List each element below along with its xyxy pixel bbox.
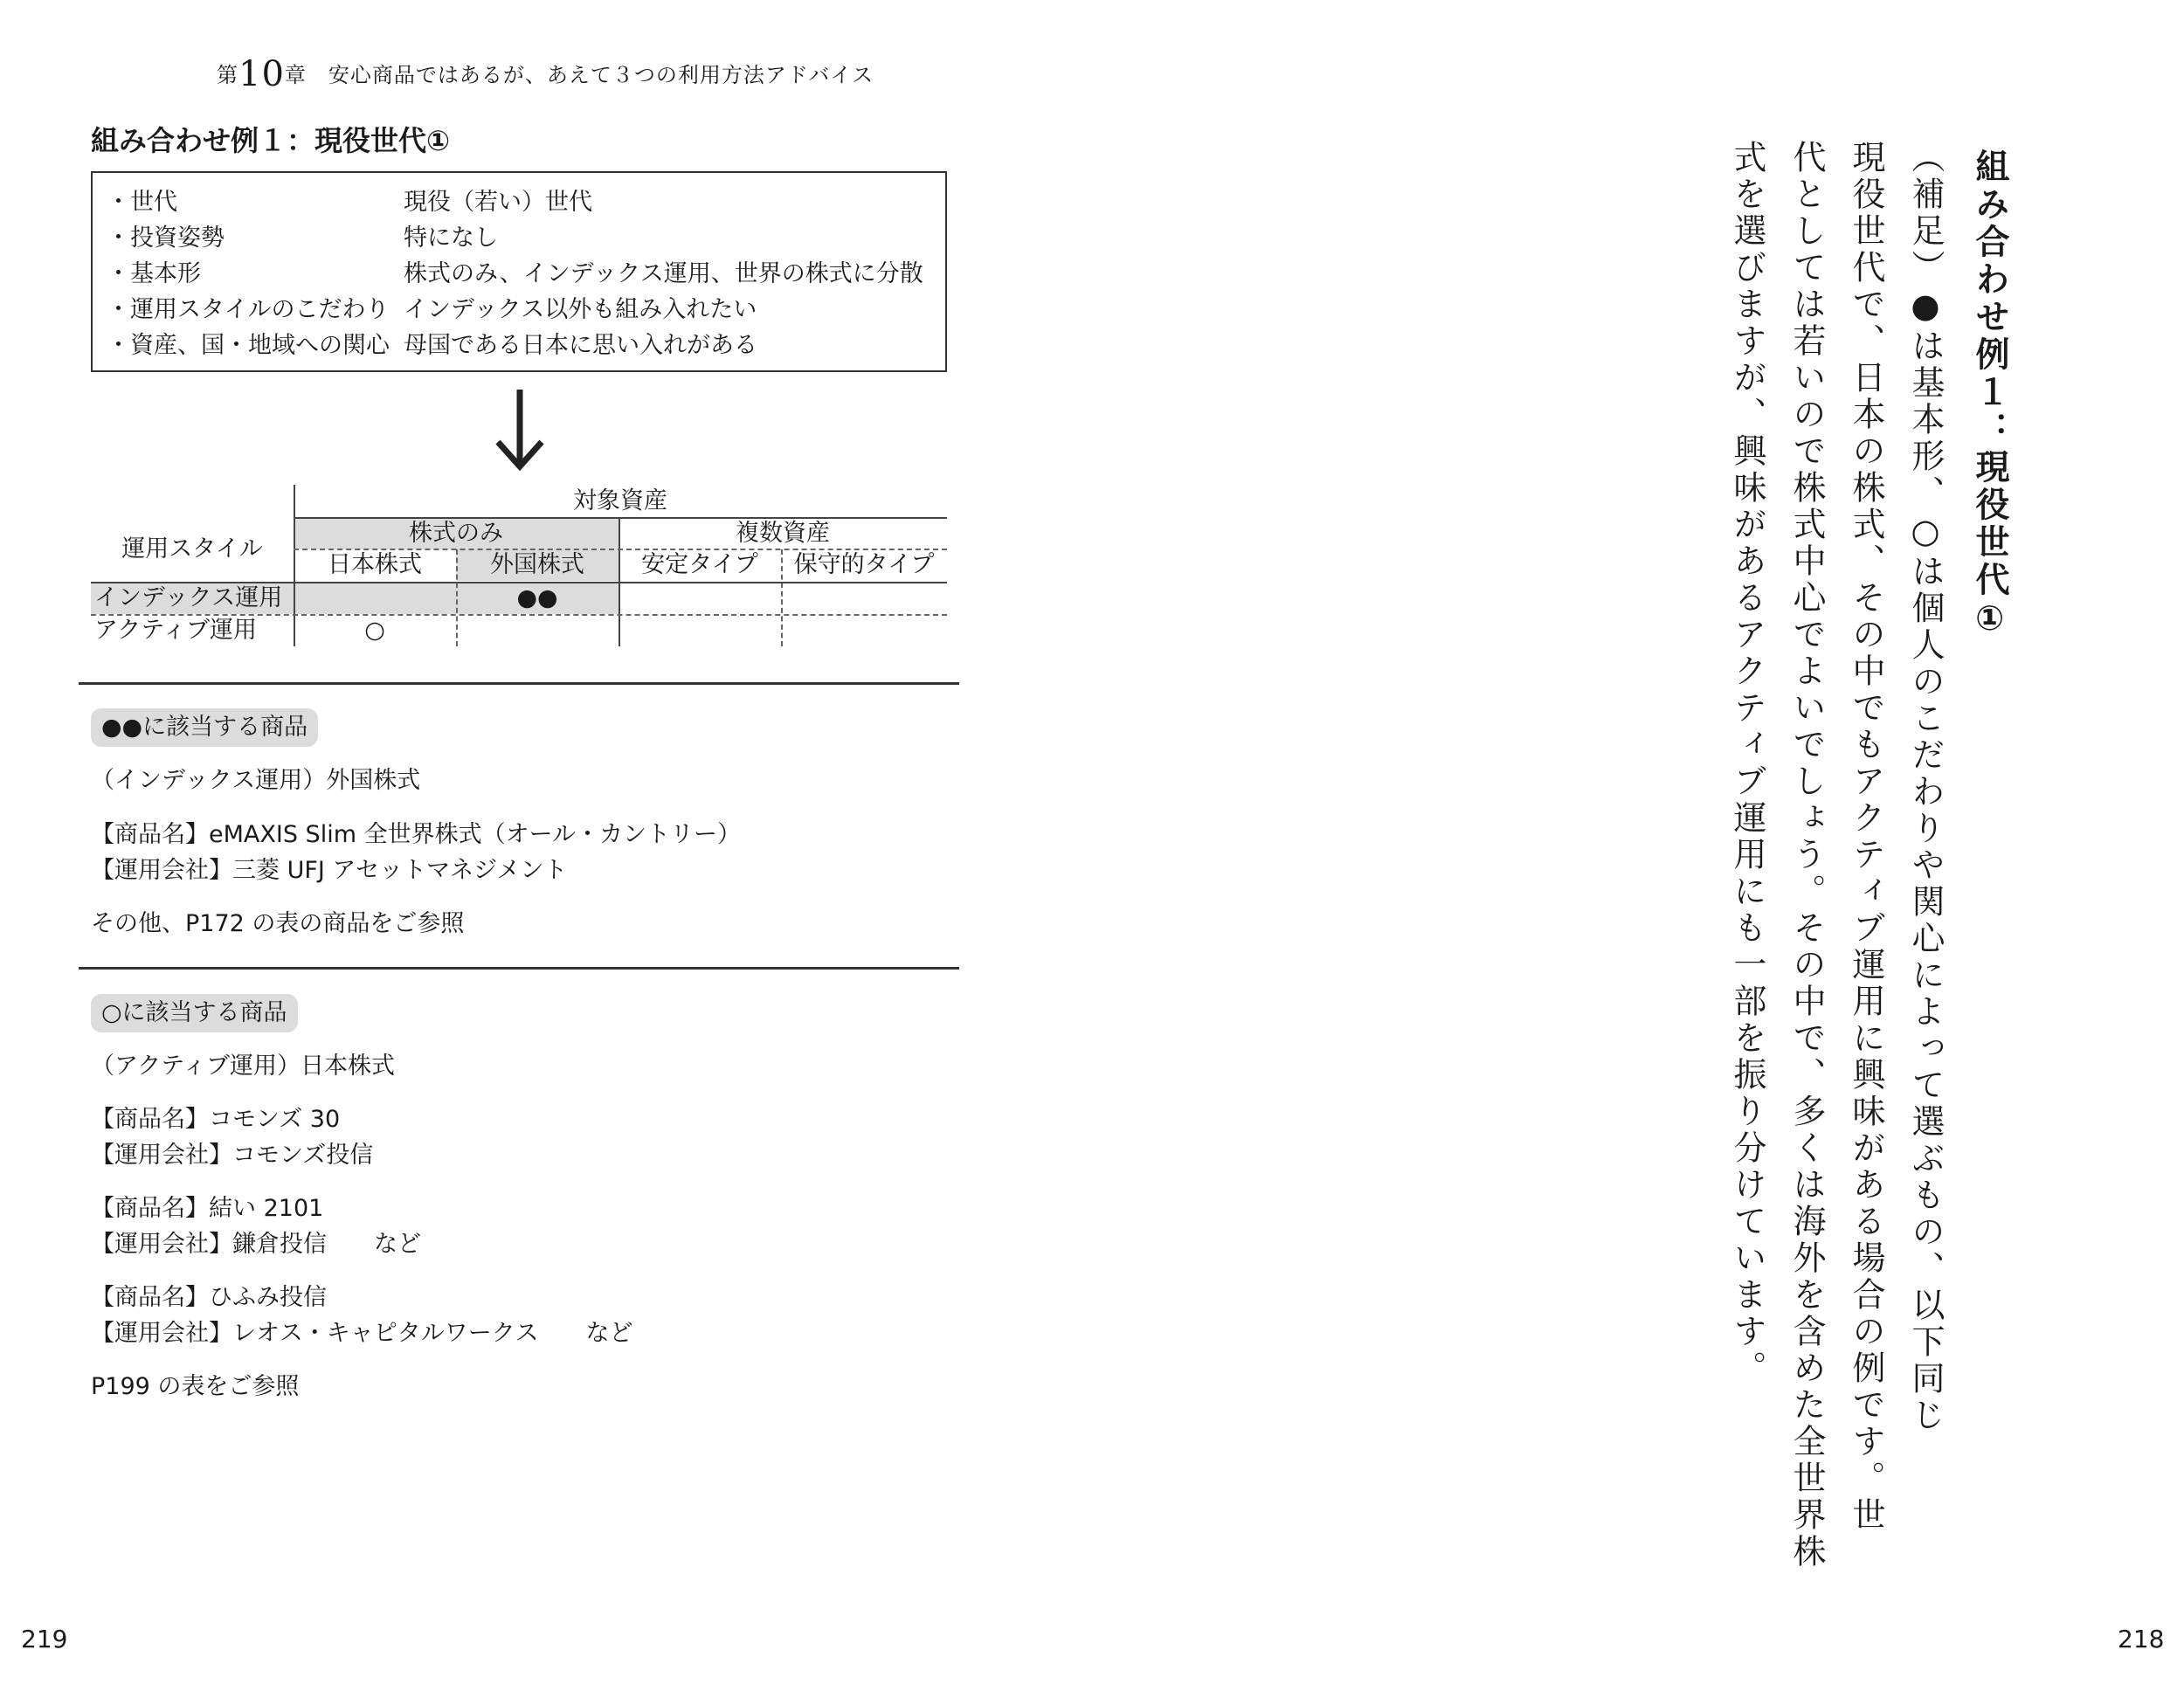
col-conservative-type: 保守的タイプ — [793, 551, 935, 578]
vertical-text-column: 代としては若いので株式中心でよいでしょう。その中で、多くは海外を含めた全世界株 — [1787, 140, 1826, 1570]
section1-company: 【運用会社】三菱 UFJ アセットマネジメント — [91, 857, 568, 884]
row-active: アクティブ運用 — [94, 617, 258, 644]
col-foreign-stock: 外国株式 — [490, 551, 584, 578]
running-head — [217, 54, 874, 94]
header-target-assets: 対象資産 — [573, 487, 667, 514]
section1-heading-pill: ●●に該当する商品 — [91, 708, 318, 747]
section2-company-2: 【運用会社】鎌倉投信 など — [91, 1231, 421, 1258]
chapter-number: 10 — [238, 54, 285, 94]
section-divider — [79, 682, 959, 685]
profile-value: 特になし — [404, 224, 498, 252]
page-number-right: 218 — [2118, 1625, 2165, 1653]
profile-label: ・投資姿勢 — [107, 224, 225, 252]
section2-product-2: 【商品名】結い 2101 — [91, 1195, 324, 1222]
left-page-title: 組み合わせ例１：現役世代① — [91, 124, 451, 157]
header-multi-asset: 複数資産 — [736, 520, 830, 547]
section2-category: （アクティブ運用）日本株式 — [91, 1053, 396, 1080]
allocation-matrix — [91, 485, 947, 651]
down-arrow-icon — [489, 386, 550, 473]
profile-value: インデックス以外も組み入れたい — [404, 296, 757, 323]
vertical-text-column: （補足）●は基本形、○は個人のこだわりや関心によって選ぶもの、以下同じ — [1906, 140, 1945, 1434]
profile-value: 母国である日本に思い入れがある — [404, 332, 757, 359]
section2-company-3: 【運用会社】レオス・キャピタルワークス など — [91, 1320, 633, 1347]
running-head-prefix: 第 — [217, 63, 238, 87]
header-stock-only: 株式のみ — [409, 520, 503, 547]
section2-company-1: 【運用会社】コモンズ投信 — [91, 1142, 374, 1169]
vertical-text-column: 式を選びますが、興味があるアクティブ運用にも一部を振り分けています。 — [1728, 140, 1766, 1387]
profile-label: ・基本形 — [107, 260, 201, 287]
section1-note: その他、P172 の表の商品をご参照 — [91, 910, 465, 937]
section2-note: P199 の表をご参照 — [91, 1373, 300, 1400]
col-japan-stock: 日本株式 — [328, 551, 422, 578]
col-stable-type: 安定タイプ — [641, 551, 758, 578]
profile-label: ・運用スタイルのこだわり — [107, 296, 390, 323]
profile-label: ・世代 — [107, 189, 177, 216]
section2-product-1: 【商品名】コモンズ 30 — [91, 1106, 341, 1133]
profile-label: ・資産、国・地域への関心 — [107, 332, 390, 359]
section2-product-3: 【商品名】ひふみ投信 — [91, 1284, 327, 1311]
section1-category: （インデックス運用）外国株式 — [91, 767, 421, 794]
section1-product: 【商品名】eMAXIS Slim 全世界株式（オール・カントリー） — [91, 821, 742, 848]
page-number-left: 219 — [21, 1625, 68, 1653]
profile-value: 現役（若い）世代 — [404, 189, 592, 216]
profile-box — [91, 171, 947, 372]
section2-heading-pill: ○に該当する商品 — [91, 994, 298, 1032]
header-style: 運用スタイル — [121, 535, 263, 563]
row-index: インデックス運用 — [94, 584, 283, 611]
mark-active-japan: ○ — [364, 617, 385, 644]
running-head-text: 章 安心商品ではあるが、あえて３つの利用方法アドバイス — [284, 63, 874, 87]
right-page-title: 組み合わせ例１：現役世代① — [1970, 148, 2009, 642]
mark-index-foreign: ●● — [516, 584, 558, 611]
profile-value: 株式のみ、インデックス運用、世界の株式に分散 — [404, 260, 923, 287]
vertical-text-column: 現役世代で、日本の株式、その中でもアクティブ運用に興味がある場合の例です。世 — [1847, 140, 1885, 1534]
section-divider — [79, 967, 959, 970]
